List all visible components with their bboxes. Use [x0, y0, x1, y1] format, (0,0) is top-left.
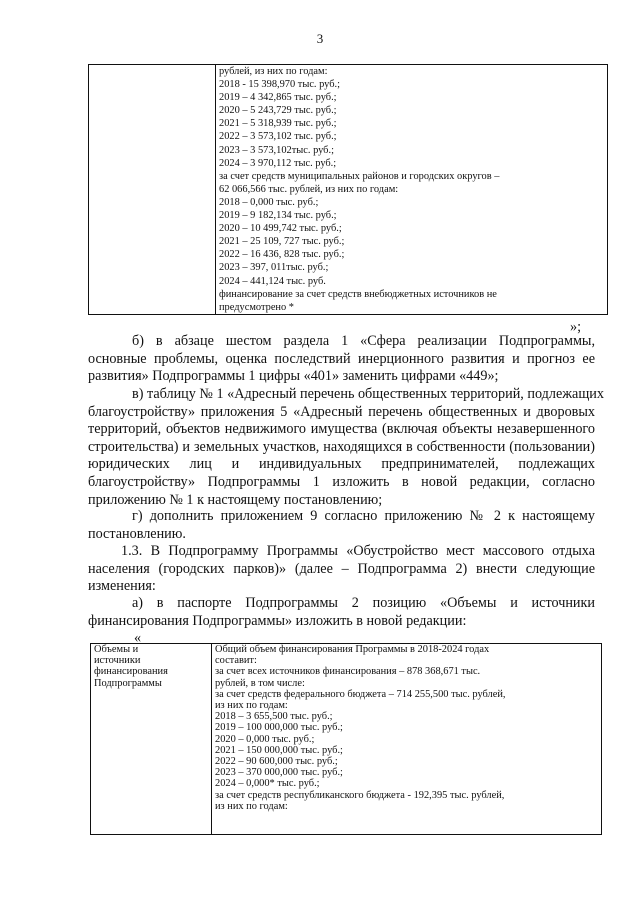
table2-value-cell	[212, 644, 602, 835]
table1-line: 2023 – 3 573,102тыс. руб.;	[219, 144, 334, 156]
table2-label-line: Подпрограммы	[94, 677, 162, 689]
table1-line: 2018 – 0,000 тыс. руб.;	[219, 196, 319, 208]
table2-value-line: рублей, в том числе:	[215, 677, 305, 689]
table2-value-line: из них по годам:	[215, 700, 288, 712]
table2-value-line: за счет средств федерального бюджета – 714 255,500 тыс. рублей,	[215, 688, 506, 700]
table2-value-line: за счет всех источников финансирования – 878 368,671 тыс.	[215, 666, 481, 678]
paragraph-g	[88, 508, 595, 543]
paragraph-1-3-line: 1.3. В Подпрограмму Программы «Обустройство мест массового отдыха	[121, 543, 595, 559]
table1-line: 2023 – 397, 011тыс. руб.;	[219, 262, 329, 274]
table2-value-line: 2020 – 0,000 тыс. руб.;	[215, 733, 315, 745]
paragraph-v-line: строительства) и земельных участков, находящихся в собственности (пользовании)	[88, 438, 595, 455]
table2-value-line: 2023 – 370 000,000 тыс. руб.;	[215, 767, 343, 779]
table1-line: 2020 – 10 499,742 тыс. руб.;	[219, 223, 342, 235]
table2-label-line: источники	[94, 655, 141, 667]
table1-line: 2020 – 5 243,729 тыс. руб.;	[219, 105, 337, 117]
table1-left-cell	[89, 65, 216, 315]
table1-line: 2021 – 25 109, 727 тыс. руб.;	[219, 236, 345, 248]
table2-value-line: составит:	[215, 655, 257, 667]
table2-value-line: 2024 – 0,000* тыс. руб.;	[215, 778, 320, 790]
table2-label-line: финансирования	[94, 666, 168, 678]
paragraph-1-3	[88, 543, 595, 596]
table1-right-cell	[216, 65, 608, 315]
paragraph-b-line: б) в абзаце шестом раздела 1 «Сфера реализации Подпрограммы,	[132, 333, 595, 349]
table2-value-line: за счет средств республиканского бюджета - 192,395 тыс. рублей,	[215, 789, 505, 801]
paragraph-v-line: юридических лиц и индивидуальных предпринимателей, подлежащих	[88, 456, 595, 473]
paragraph-v-line: благоустройству» Подпрограммы 1 изложить в новой редакции, согласно	[88, 473, 595, 490]
opening-quote: «	[134, 630, 142, 646]
paragraph-1-3-line: изменения:	[88, 578, 156, 595]
paragraph-b-line: основные проблемы, оценка последствий инерционного развития и прогноз ее	[88, 350, 595, 367]
closing-quote: »;	[570, 319, 582, 335]
table2-value-line: 2018 – 3 655,500 тыс. руб.;	[215, 711, 333, 723]
table2-value-line: 2019 – 100 000,000 тыс. руб.;	[215, 722, 343, 734]
paragraph-b	[88, 333, 595, 386]
funding-table-continued	[88, 64, 608, 315]
table1-line: 2022 – 16 436, 828 тыс. руб.;	[219, 249, 345, 261]
paragraph-g-line: г) дополнить приложением 9 согласно приложению № 2 к настоящему	[132, 508, 595, 524]
paragraph-v	[88, 386, 604, 509]
paragraph-g-line: постановлению.	[88, 525, 186, 542]
table1-line: за счет средств муниципальных районов и городских округов –	[219, 170, 500, 182]
table2-value-line: 2022 – 90 600,000 тыс. руб.;	[215, 756, 338, 768]
table1-line: 2021 – 5 318,939 тыс. руб.;	[219, 118, 337, 130]
paragraph-b-line: развития» Подпрограммы 1 цифры «401» заменить цифрами «449»;	[88, 368, 499, 385]
table1-line: рублей, из них по годам:	[219, 66, 328, 77]
paragraph-a-line: финансирования Подпрограммы» изложить в новой редакции:	[88, 612, 467, 629]
page-number: 3	[316, 31, 324, 46]
table2-value-line: 2021 – 150 000,000 тыс. руб.;	[215, 744, 343, 756]
table1-line: предусмотрено *	[219, 301, 294, 313]
table1-line: 62 066,566 тыс. рублей, из них по годам:	[219, 183, 399, 195]
table2-value-line: Общий объем финансирования Программы в 2018-2024 годах	[215, 644, 490, 655]
table1-line: 2024 – 3 970,112 тыс. руб.;	[219, 157, 337, 169]
paragraph-v-line: территорий, объектов недвижимого имущества (включая объекты незавершенного	[88, 421, 595, 438]
table1-line: 2019 – 4 342,865 тыс. руб.;	[219, 92, 337, 104]
table2-value-line: из них по годам:	[215, 800, 288, 812]
table1-line: 2018 - 15 398,970 тыс. руб.;	[219, 79, 341, 91]
table2-label-line: Объемы и	[94, 644, 139, 655]
table1-line: финансирование за счет средств внебюджетных источников не	[219, 288, 497, 300]
paragraph-v-line: в) таблицу № 1 «Адресный перечень общественных территорий, подлежащих	[132, 386, 604, 402]
paragraph-v-line: приложению № 1 к настоящему постановлению;	[88, 491, 383, 508]
paragraph-1-3-line: населения (городских парков)» (далее – Подпрограмма 2) внести следующие	[88, 560, 595, 577]
table1-line: 2024 – 441,124 тыс. руб.	[219, 275, 326, 287]
table1-line: 2022 – 3 573,102 тыс. руб.;	[219, 131, 337, 143]
table1-line: 2019 – 9 182,134 тыс. руб.;	[219, 210, 337, 222]
paragraph-a-line: а) в паспорте Подпрограммы 2 позицию «Объемы и источники	[132, 595, 595, 611]
paragraph-a	[88, 595, 595, 630]
subprogram2-funding-table	[90, 643, 602, 835]
table2-label-cell	[91, 644, 212, 835]
paragraph-v-line: благоустройству» приложения 5 «Адресный перечень общественных и дворовых	[88, 403, 595, 420]
